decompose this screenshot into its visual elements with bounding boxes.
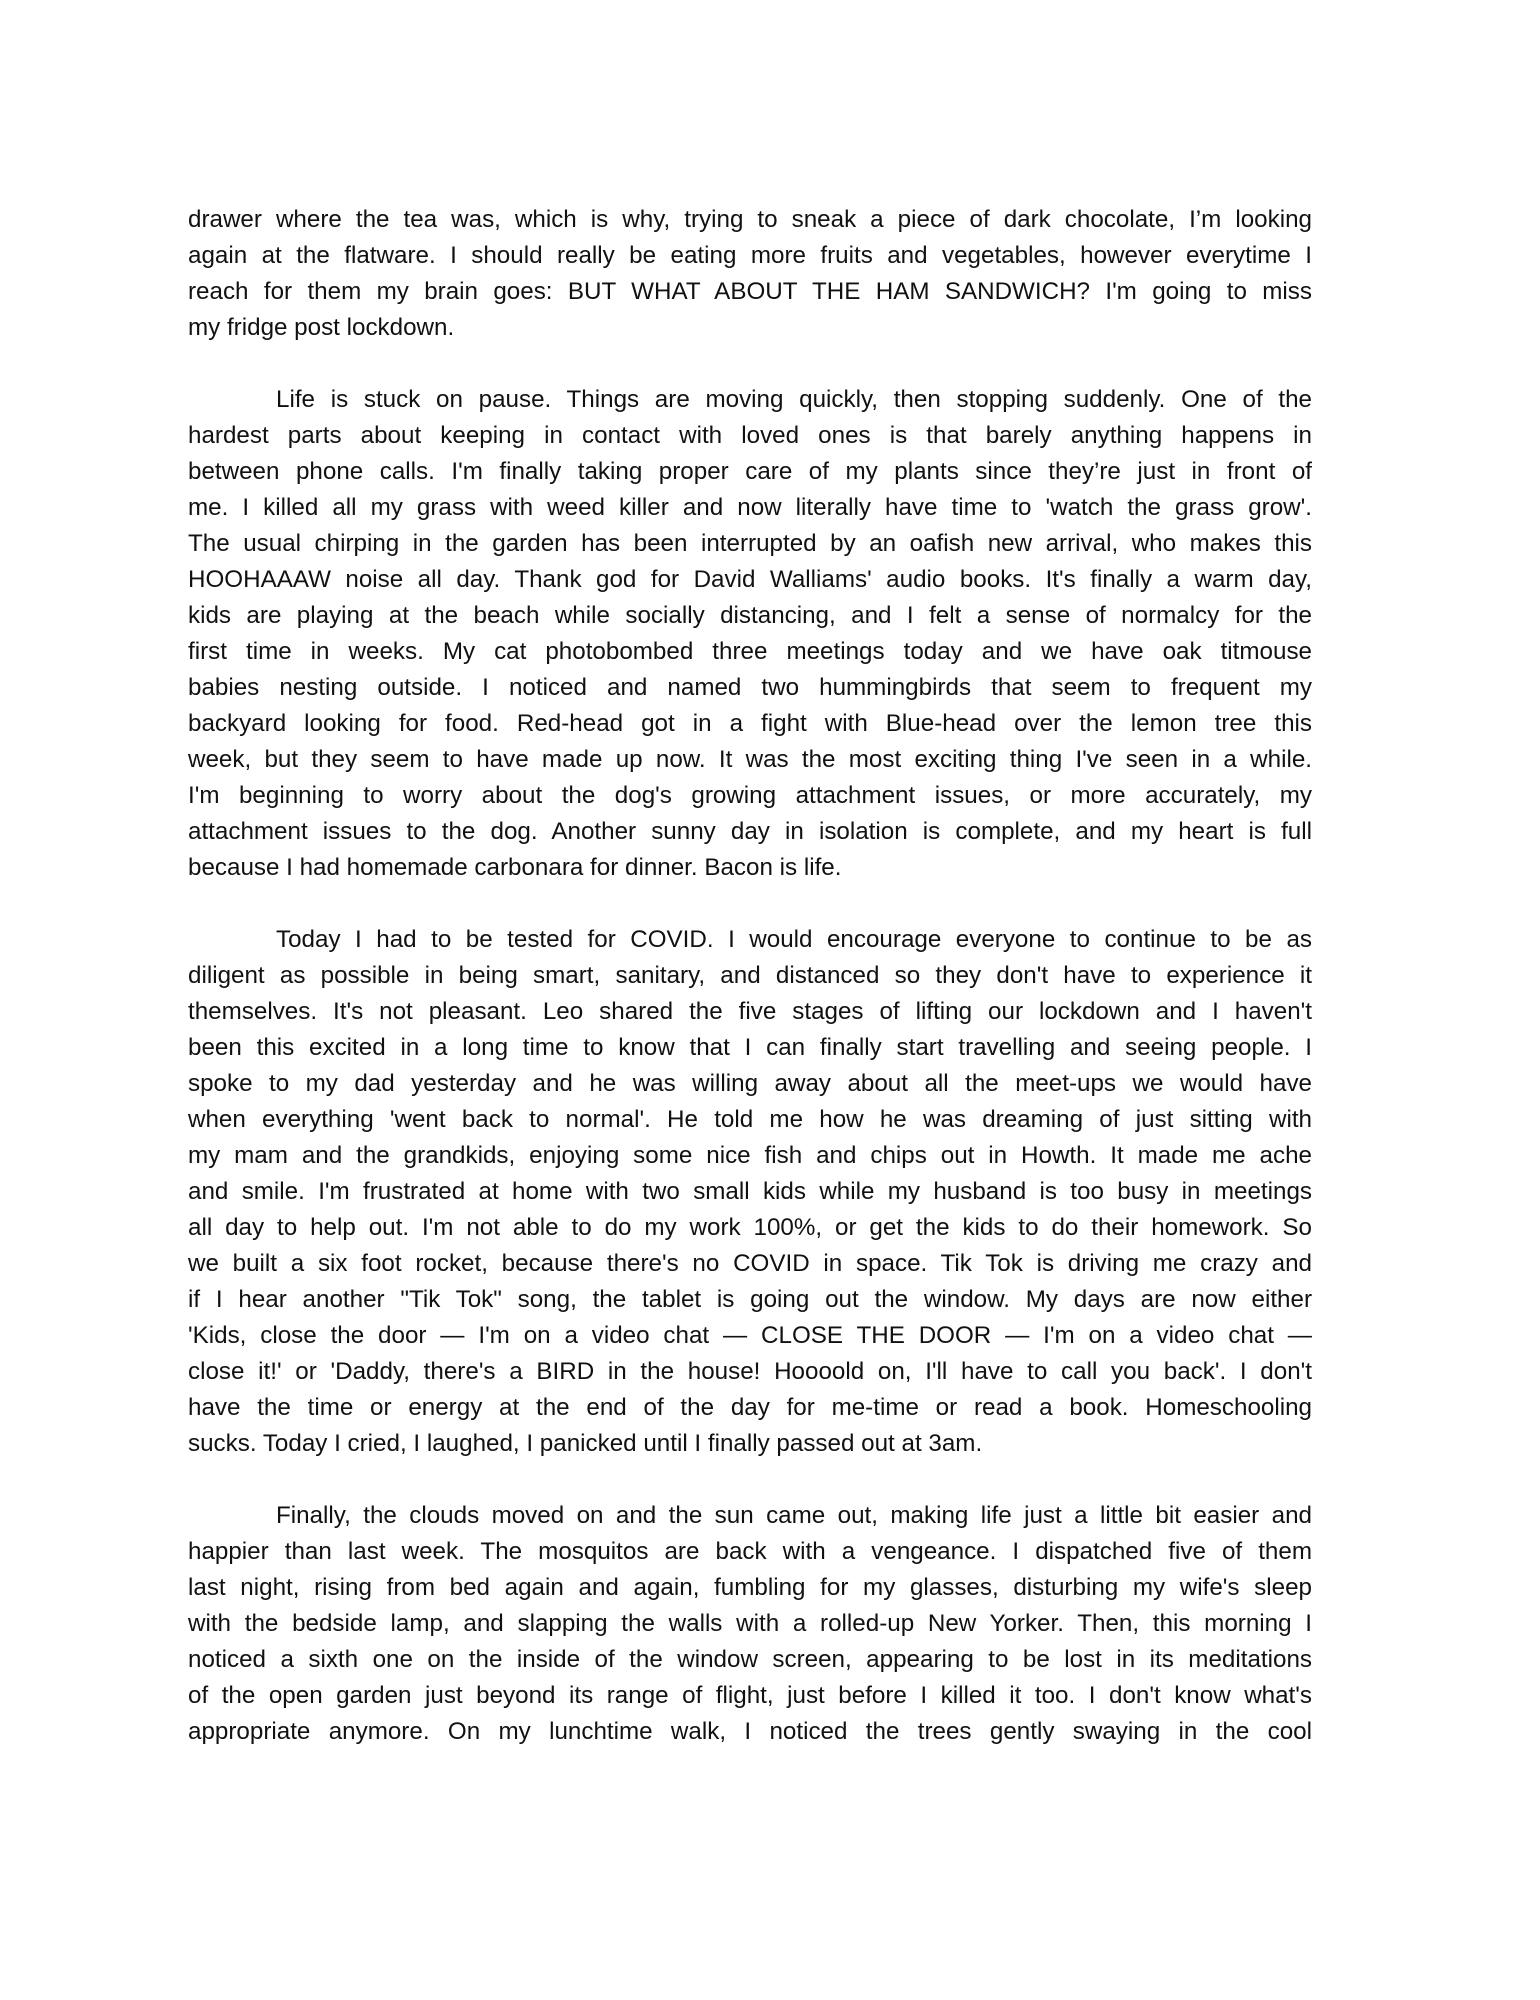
text-line: Finally, the clouds moved on and the sun came out, making life just a little bit easier and xyxy=(276,1502,1312,1529)
text-line: me. I killed all my grass with weed killer and now literally have time to 'watch the grass grow'. xyxy=(188,494,1312,521)
text-line: kids are playing at the beach while socially distancing, and I felt a sense of normalcy for the xyxy=(188,602,1312,629)
text-line: Life is stuck on pause. Things are moving quickly, then stopping suddenly. One of the xyxy=(276,386,1312,413)
text-line: close it!' or 'Daddy, there's a BIRD in the house! Hoooold on, I'll have to call you back'. I don't xyxy=(188,1358,1312,1385)
text-line: happier than last week. The mosquitos are back with a vengeance. I dispatched five of them xyxy=(188,1538,1312,1565)
text-line: when everything 'went back to normal'. He told me how he was dreaming of just sitting with xyxy=(188,1106,1312,1133)
text-line: between phone calls. I'm finally taking proper care of my plants since they’re just in front of xyxy=(188,458,1312,485)
text-line: sucks. Today I cried, I laughed, I panicked until I finally passed out at 3am. xyxy=(188,1430,983,1457)
text-line: 'Kids, close the door — I'm on a video chat — CLOSE THE DOOR — I'm on a video chat — xyxy=(188,1322,1312,1349)
text-line: appropriate anymore. On my lunchtime walk, I noticed the trees gently swaying in the cool xyxy=(188,1718,1312,1745)
text-line: drawer where the tea was, which is why, trying to sneak a piece of dark chocolate, I’m looking xyxy=(188,206,1312,233)
text-line: and smile. I'm frustrated at home with two small kids while my husband is too busy in meetings xyxy=(188,1178,1312,1205)
text-line: because I had homemade carbonara for dinner. Bacon is life. xyxy=(188,854,842,881)
text-line: have the time or energy at the end of the day for me-time or read a book. Homeschooling xyxy=(188,1394,1312,1421)
paragraph xyxy=(188,1498,1312,1750)
text-line: HOOHAAAW noise all day. Thank god for David Walliams' audio books. It's finally a warm day, xyxy=(188,566,1312,593)
text-line: week, but they seem to have made up now. It was the most exciting thing I've seen in a while. xyxy=(188,746,1312,773)
text-line: if I hear another "Tik Tok" song, the tablet is going out the window. My days are now either xyxy=(188,1286,1312,1313)
paragraph xyxy=(188,202,1312,346)
text-line: noticed a sixth one on the inside of the window screen, appearing to be lost in its meditations xyxy=(188,1646,1312,1673)
text-line: spoke to my dad yesterday and he was willing away about all the meet-ups we would have xyxy=(188,1070,1312,1097)
text-line: been this excited in a long time to know that I can finally start travelling and seeing people. I xyxy=(188,1034,1312,1061)
text-line: last night, rising from bed again and again, fumbling for my glasses, disturbing my wife's sleep xyxy=(188,1574,1312,1601)
text-line: again at the flatware. I should really be eating more fruits and vegetables, however everytime I xyxy=(188,242,1312,269)
text-line: we built a six foot rocket, because there's no COVID in space. Tik Tok is driving me crazy and xyxy=(188,1250,1312,1277)
body-text xyxy=(188,202,1312,1786)
text-line: babies nesting outside. I noticed and named two hummingbirds that seem to frequent my xyxy=(188,674,1312,701)
text-line: of the open garden just beyond its range of flight, just before I killed it too. I don't know what's xyxy=(188,1682,1312,1709)
text-line: with the bedside lamp, and slapping the walls with a rolled-up New Yorker. Then, this morning I xyxy=(188,1610,1312,1637)
text-line: my fridge post lockdown. xyxy=(188,314,455,341)
text-line: backyard looking for food. Red-head got in a fight with Blue-head over the lemon tree this xyxy=(188,710,1312,737)
text-line: hardest parts about keeping in contact with loved ones is that barely anything happens in xyxy=(188,422,1312,449)
text-line: The usual chirping in the garden has been interrupted by an oafish new arrival, who makes this xyxy=(188,530,1312,557)
text-line: attachment issues to the dog. Another sunny day in isolation is complete, and my heart is full xyxy=(188,818,1312,845)
text-line: all day to help out. I'm not able to do my work 100%, or get the kids to do their homework. So xyxy=(188,1214,1312,1241)
text-line: themselves. It's not pleasant. Leo shared the five stages of lifting our lockdown and I haven't xyxy=(188,998,1312,1025)
text-line: my mam and the grandkids, enjoying some nice fish and chips out in Howth. It made me ache xyxy=(188,1142,1312,1169)
text-line: Today I had to be tested for COVID. I would encourage everyone to continue to be as xyxy=(276,926,1312,953)
text-line: first time in weeks. My cat photobombed three meetings today and we have oak titmouse xyxy=(188,638,1312,665)
text-line: I'm beginning to worry about the dog's growing attachment issues, or more accurately, my xyxy=(188,782,1312,809)
text-line: reach for them my brain goes: BUT WHAT ABOUT THE HAM SANDWICH? I'm going to miss xyxy=(188,278,1312,305)
paragraph xyxy=(188,382,1312,886)
text-line: diligent as possible in being smart, sanitary, and distanced so they don't have to experience it xyxy=(188,962,1312,989)
paragraph xyxy=(188,922,1312,1462)
